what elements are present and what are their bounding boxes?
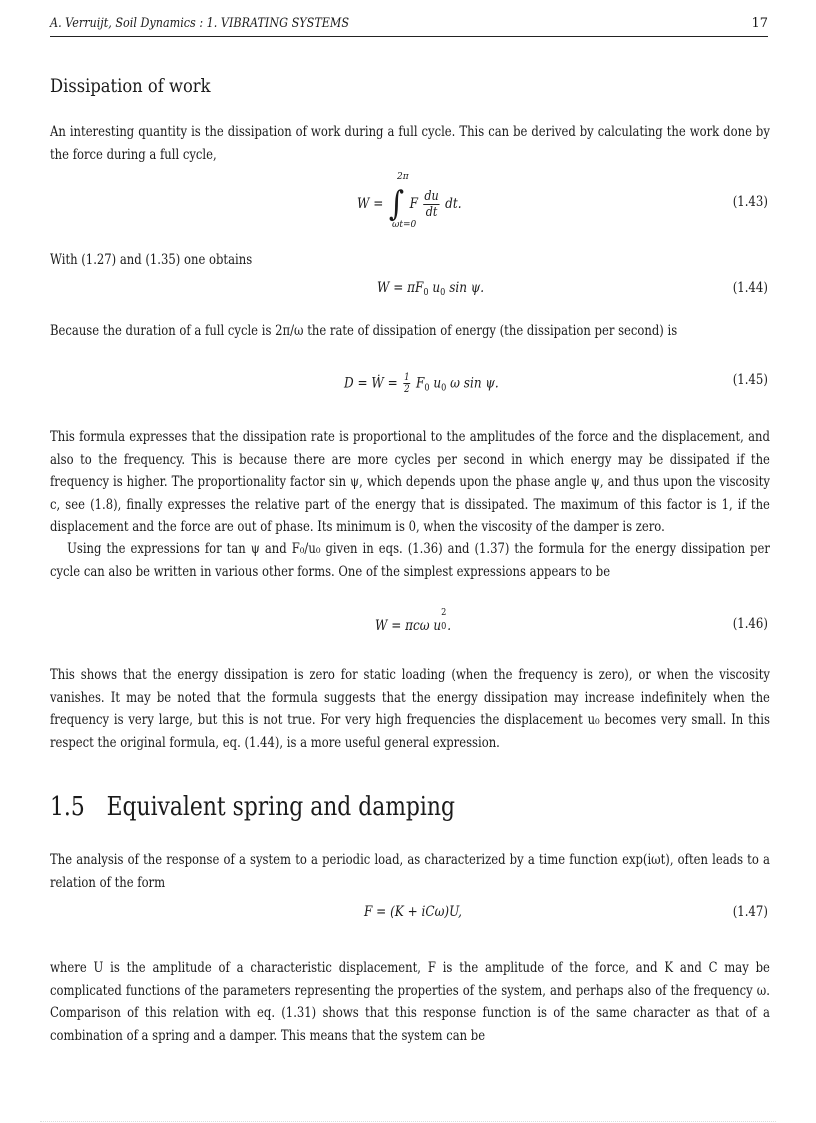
eq-45-sub2: 0 — [441, 382, 447, 394]
eq-45-fraction — [403, 372, 410, 395]
paragraph-6: This shows that the energy dissipation is zero for static loading (when the frequency is zero), or when the viscosity vanishes. It may be noted that the formula suggests that the energy dissipation may increase indefinitely when the frequency is very large, but this is not true. For very high frequencies the displacement u₀ becomes very small. In this respect the original formula, eq. (1.44), is a more useful general expression. — [50, 667, 770, 751]
eq-43-lower-limit: ωt=0 — [392, 220, 417, 230]
section-title: Equivalent spring and damping — [106, 792, 455, 822]
equation-1-43 — [0, 172, 816, 230]
page-number: 17 — [751, 16, 768, 31]
eq-43-integrand: F — [409, 196, 418, 212]
eq-45-sub1: 0 — [424, 382, 430, 394]
eq-46-pre: W = πcω u — [375, 618, 442, 634]
eq-43-fraction — [424, 189, 440, 220]
eq-43-denominator: dt — [425, 204, 438, 220]
eq-45-denominator: 2 — [404, 384, 410, 395]
paragraph-4: This formula expresses that the dissipation rate is proportional to the amplitudes of the force and the displacement, and also to the frequency. This is because there are more cycles per second in which energy may be dissipated if the frequency is higher. The proportionality factor sin ψ, which depends upon the phase angle ψ, and thus upon the viscosity c, see (1.8), finally expresses the relative part of the energy that is dissipated. The maximum of this factor is 1, if the displacement and the force are out of phase. Its minimum is 0, when the viscosity of the damper is zero. — [50, 429, 770, 535]
eq-44-number: (1.44) — [732, 280, 768, 296]
integral-sign: ∫ — [388, 184, 405, 224]
running-title: A. Verruijt, Soil Dynamics : 1. VIBRATING SYSTEMS — [50, 16, 350, 31]
eq-45-numerator: 1 — [404, 372, 410, 383]
equation-1-46 — [0, 607, 816, 638]
eq-45-mid2: u — [429, 375, 442, 392]
equation-1-44 — [0, 280, 816, 302]
eq-46-subscript: 0 — [441, 621, 447, 632]
eq-44-sub1: 0 — [423, 287, 429, 298]
eq-45-number: (1.45) — [732, 372, 768, 388]
paragraph-3: Because the duration of a full cycle is 2π/ω the rate of dissipation of energy (the dissipation per second) is — [50, 323, 678, 339]
eq-45-post: ω sin ψ. — [446, 375, 499, 392]
subsection-heading: Dissipation of work — [50, 75, 211, 97]
eq-43-number: (1.43) — [732, 194, 768, 210]
paragraph-7: The analysis of the response of a system to a periodic load, as characterized by a time function exp(iωt), often leads to a relation of the form — [50, 852, 770, 891]
paragraph-1: An interesting quantity is the dissipation of work during a full cycle. This can be derived by calculating the work done by the force during a full cycle, — [50, 124, 770, 163]
eq-46-scripts — [441, 607, 447, 632]
eq-44-pre: W = πF — [377, 280, 424, 296]
eq-46-number: (1.46) — [732, 616, 768, 632]
page-bottom-divider — [40, 1121, 776, 1122]
eq-46-superscript: 2 — [441, 607, 447, 618]
eq-43-tail: dt. — [445, 196, 462, 212]
running-header — [50, 10, 768, 37]
equation-1-45 — [0, 372, 816, 394]
eq-47-number: (1.47) — [732, 904, 768, 920]
eq-43-numerator: du — [424, 188, 439, 204]
paragraph-2: With (1.27) and (1.35) one obtains — [50, 252, 253, 268]
equation-1-47 — [0, 904, 816, 926]
eq-44-post: sin ψ. — [445, 280, 485, 296]
eq-43-lhs: W = — [357, 196, 384, 212]
section-heading — [50, 792, 455, 822]
eq-44-sub2: 0 — [440, 287, 446, 298]
eq-45-mid1: F — [412, 375, 425, 392]
paragraph-8: where U is the amplitude of a characteristic displacement, F is the amplitude of the force, and K and C may be complicated functions of the parameters representing the properties of the system, and perhaps also of the frequency ω. Comparison of this relation with eq. (1.31) shows that this response function is of the same character as that of a combination of a spring and a damper. This means that the system can be — [50, 960, 770, 1044]
eq-46-post: . — [447, 618, 452, 634]
section-number: 1.5 — [50, 792, 85, 822]
eq-45-pre: D = Ẇ = — [344, 375, 398, 392]
eq-43-upper-limit: 2π — [397, 172, 409, 182]
eq-44-mid: u — [428, 280, 441, 296]
paragraph-5: Using the expressions for tan ψ and F₀/u₀ given in eqs. (1.36) and (1.37) the formula for the energy dissipation per cycle can also be written in various other forms. One of the simplest expressions appears to be — [50, 541, 770, 580]
eq-47-expression: F = (K + iCω)U, — [364, 904, 462, 920]
